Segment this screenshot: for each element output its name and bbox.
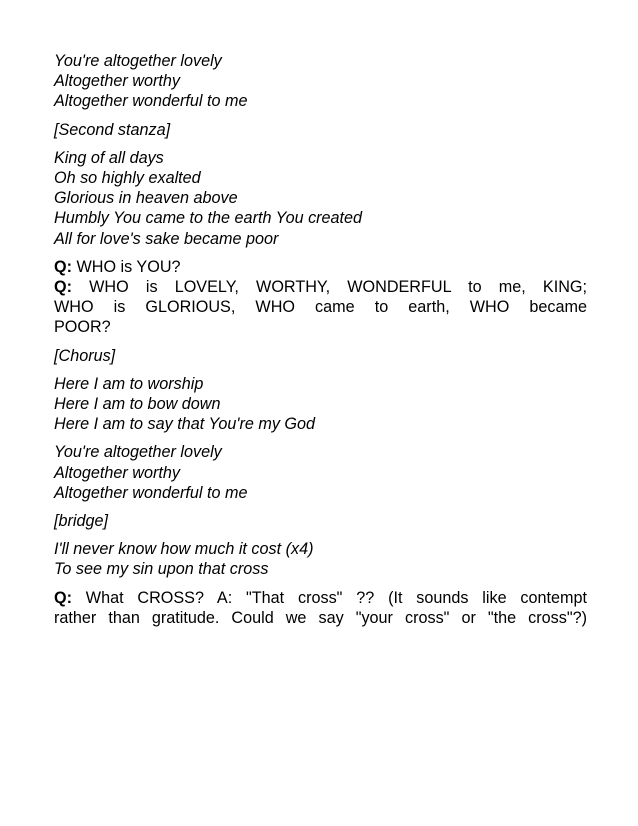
lyrics-stanza <box>54 539 587 579</box>
lyrics-stanza <box>54 148 587 249</box>
section-label-text: [bridge] <box>54 512 108 531</box>
section-label <box>54 511 587 531</box>
question-block <box>54 257 587 338</box>
lyric-line: I'll never know how much it cost (x4) <box>54 540 314 559</box>
question-line <box>54 588 587 608</box>
lyrics-stanza <box>54 442 587 503</box>
question-text: What CROSS? A: "That cross" ?? (It sounds like contempt <box>71 588 587 607</box>
section-label <box>54 346 587 366</box>
lyric-line: Humbly You came to the earth You created <box>54 209 363 228</box>
section-label <box>54 120 587 140</box>
question-text: WHO is YOU? <box>71 257 181 276</box>
lyric-line: Glorious in heaven above <box>54 189 238 208</box>
question-block <box>54 588 587 628</box>
question-line: POOR? <box>54 318 111 337</box>
lyric-line: You're altogether lovely <box>54 52 222 70</box>
question-text: WHO is LOVELY, WORTHY, WONDERFUL to me, KING; <box>71 278 587 297</box>
question-line: rather than gratitude. Could we say "your cross" or "the cross"?) <box>54 608 587 627</box>
lyrics-stanza <box>54 51 587 112</box>
question-line <box>54 257 587 277</box>
lyric-line: Here I am to bow down <box>54 395 221 414</box>
section-label-text: [Second stanza] <box>54 120 171 139</box>
lyric-line: All for love's sake became poor <box>54 229 279 248</box>
question-label: Q: <box>54 257 72 276</box>
lyric-line: King of all days <box>54 148 164 167</box>
question-line: WHO is GLORIOUS, WHO came to earth, WHO became <box>54 298 587 317</box>
section-label-text: [Chorus] <box>54 346 116 365</box>
lyric-line: Here I am to worship <box>54 374 204 393</box>
lyric-line: Here I am to say that You're my God <box>54 415 316 434</box>
lyric-line: Oh so highly exalted <box>54 169 201 188</box>
lyric-line: Altogether worthy <box>54 463 180 482</box>
lyrics-stanza <box>54 374 587 435</box>
question-label: Q: <box>54 588 72 607</box>
document-page <box>54 51 587 636</box>
lyric-line: You're altogether lovely <box>54 443 222 462</box>
question-label: Q: <box>54 278 72 297</box>
question-line <box>54 277 587 297</box>
lyric-line: Altogether worthy <box>54 72 180 91</box>
lyric-line: Altogether wonderful to me <box>54 483 248 502</box>
lyric-line: Altogether wonderful to me <box>54 92 248 111</box>
lyric-line: To see my sin upon that cross <box>54 560 269 579</box>
